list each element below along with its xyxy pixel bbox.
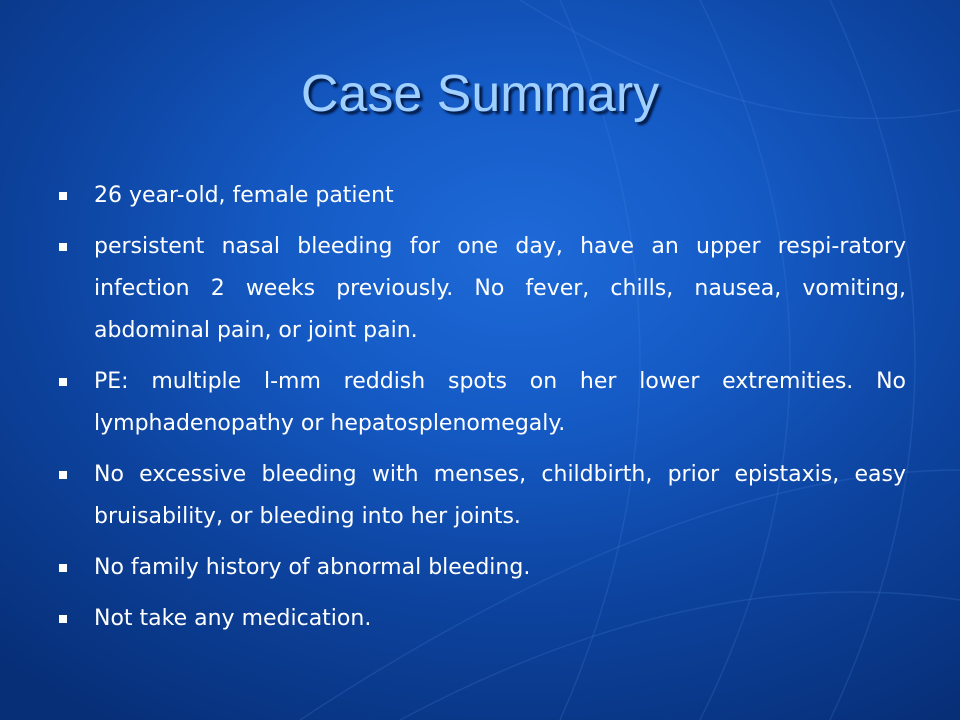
bullet-item: [56, 598, 906, 640]
square-bullet-icon: [59, 615, 67, 623]
bullet-item: [56, 175, 906, 217]
bullet-text: 26 year-old, female patient: [94, 183, 394, 208]
bullet-item: [56, 454, 906, 538]
bullet-text: No excessive bleeding with menses, childbirth, prior epistaxis, easy bruisability, or bleeding into her joints.: [94, 462, 906, 529]
square-bullet-icon: [59, 564, 67, 572]
square-bullet-icon: [59, 378, 67, 386]
bullet-item: [56, 547, 906, 589]
square-bullet-icon: [59, 471, 67, 479]
bullet-text: persistent nasal bleeding for one day, have an upper respi-ratory infection 2 weeks previously. No fever, chills, nausea, vomiting, abdominal pain, or joint pain.: [94, 234, 906, 343]
bullet-item: [56, 361, 906, 445]
slide-title: Case Summary: [300, 65, 660, 123]
bullet-text: PE: multiple l-mm reddish spots on her lower extremities. No lymphadenopathy or hepatosplenomegaly.: [94, 369, 906, 436]
square-bullet-icon: [59, 243, 67, 251]
bullet-list: [56, 175, 906, 649]
bullet-item: [56, 226, 906, 352]
bullet-text: Not take any medication.: [94, 606, 372, 631]
square-bullet-icon: [59, 192, 67, 200]
bullet-text: No family history of abnormal bleeding.: [94, 555, 531, 580]
